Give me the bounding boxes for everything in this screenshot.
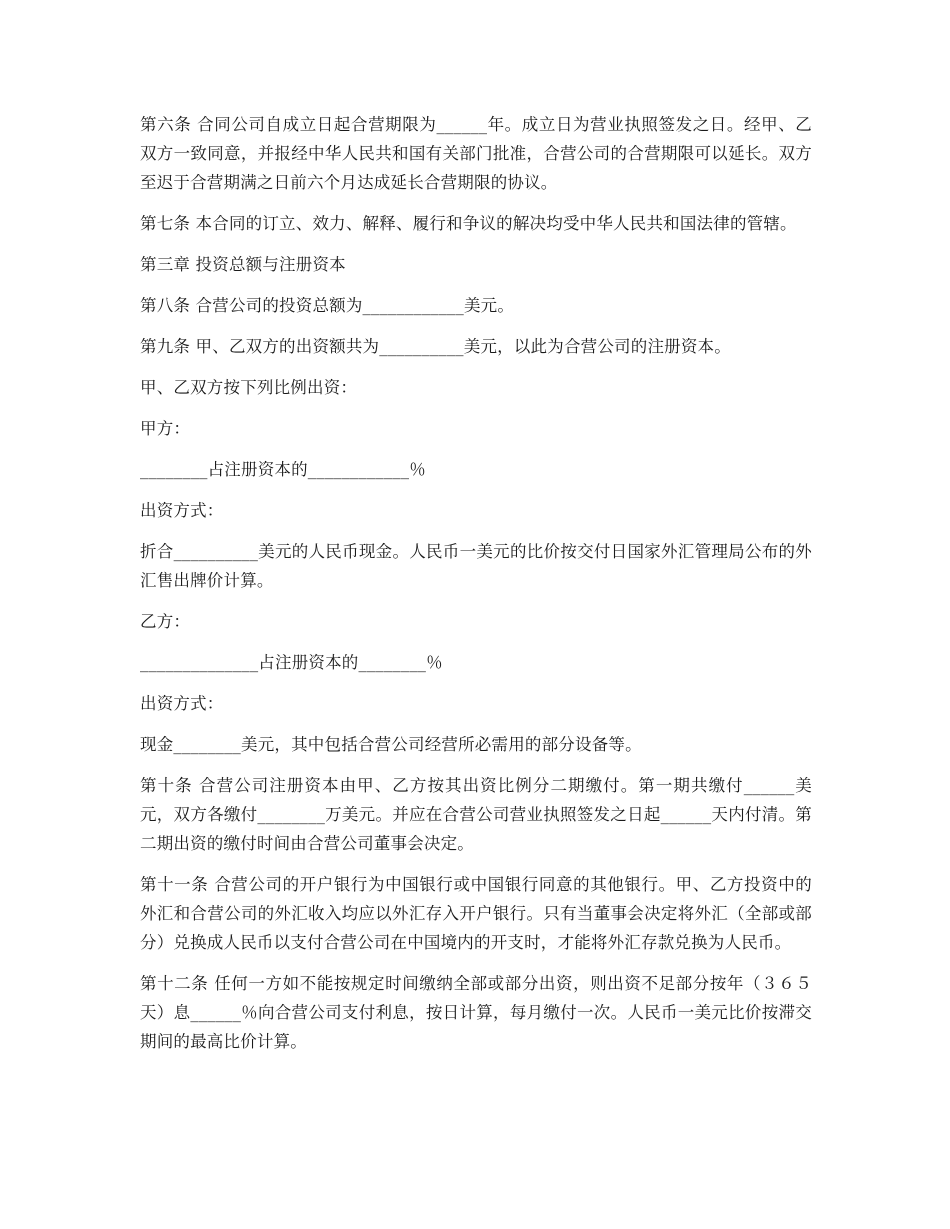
article-11-paragraph: 第十一条 合营公司的开户银行为中国银行或中国银行同意的其他银行。甲、乙方投资中的外汇和合营公司的外汇收入均应以外汇存入开户银行。只有当董事会决定将外汇（全部或部分）兑换成人民币以支付合营公司在中国境内的开支时，才能将外汇存款兑换为人民币。: [140, 875, 812, 952]
party-b-method-text: 现金________美元，其中包括合营公司经营所必需用的部分设备等。: [140, 735, 642, 754]
article-12-paragraph: 第十二条 任何一方如不能按规定时间缴纳全部或部分出资，则出资不足部分按年（３６５天）息______％向合营公司支付利息，按日计算，每月缴付一次。人民币一美元比价按滞交期间的最高比价计算。: [140, 974, 812, 1051]
party-b-label: 乙方：: [140, 612, 191, 631]
article-9-paragraph: 第九条 甲、乙双方的出资额共为__________美元，以此为合营公司的注册资本。: [140, 337, 731, 356]
article-6-paragraph: 第六条 合同公司自成立日起合营期限为______年。成立日为营业执照签发之日。经甲、乙双方一致同意，并报经中华人民共和国有关部门批准，合营公司的合营期限可以延长。双方至迟于合营期满之日前六个月达成延长合营期限的协议。: [140, 115, 812, 192]
document-page: [140, 110, 812, 1068]
party-b-share-line: ______________占注册资本的________％: [140, 653, 443, 672]
article-10-paragraph: 第十条 合营公司注册资本由甲、乙方按其出资比例分二期缴付。第一期共缴付______美元，双方各缴付________万美元。并应在合营公司营业执照签发之日起______天内付清。第二期出资的缴付时间由合营公司董事会决定。: [140, 776, 812, 853]
article-7-paragraph: 第七条 本合同的订立、效力、解释、履行和争议的解决均受中华人民共和国法律的管辖。: [140, 214, 797, 233]
article-8-paragraph: 第八条 合营公司的投资总额为____________美元。: [140, 296, 515, 315]
chapter-3-heading: 第三章 投资总额与注册资本: [140, 255, 346, 274]
party-a-method-text: 折合__________美元的人民币现金。人民币一美元的比价按交付日国家外汇管理局公布的外汇售出牌价计算。: [140, 542, 812, 590]
party-a-label: 甲方：: [140, 419, 191, 438]
contribution-ratio-intro: 甲、乙双方按下列比例出资：: [140, 378, 358, 397]
party-b-method-label: 出资方式：: [140, 694, 224, 713]
party-a-share-line: ________占注册资本的____________％: [140, 460, 426, 479]
party-a-method-label: 出资方式：: [140, 501, 224, 520]
